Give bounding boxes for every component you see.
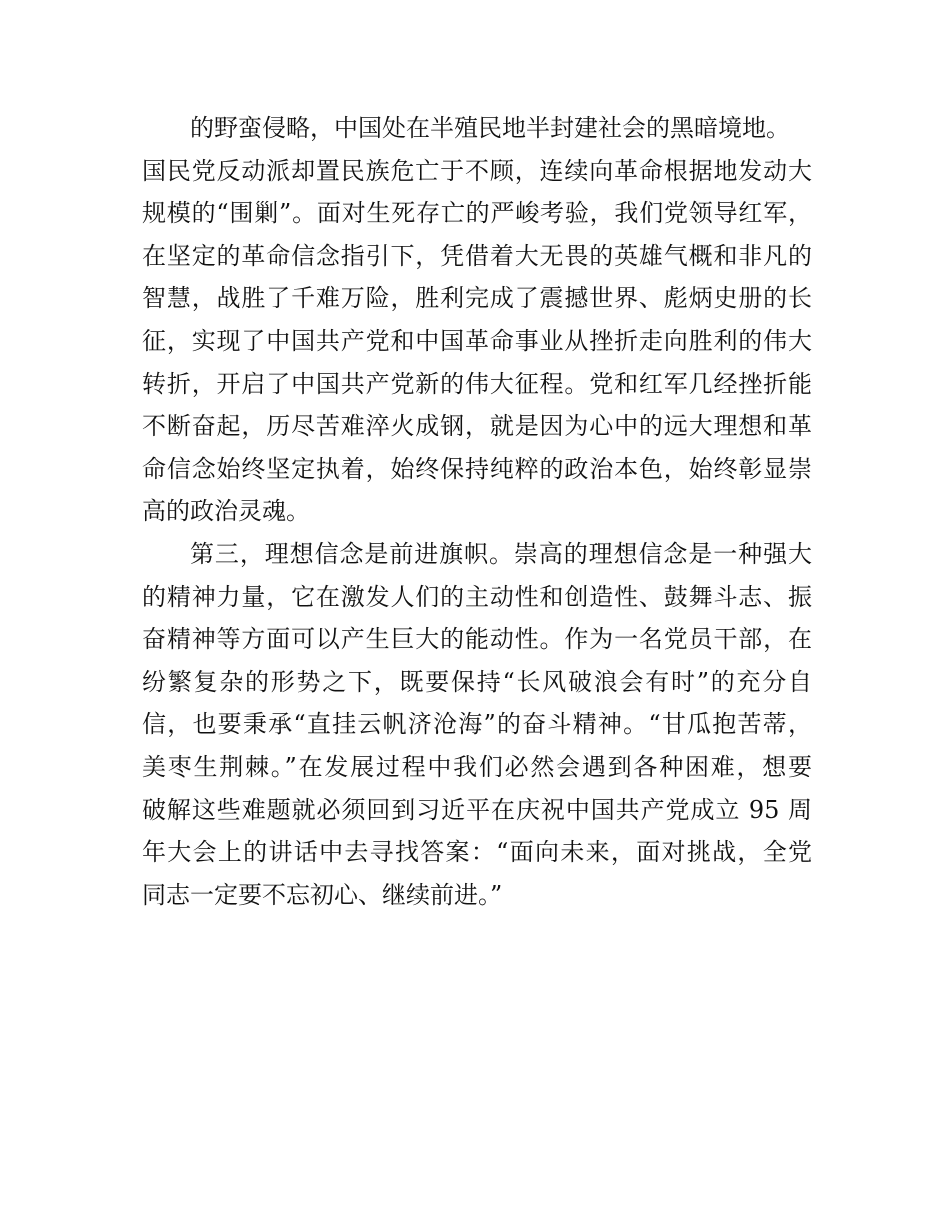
- document-body: [142, 107, 812, 916]
- paragraph-2: [142, 533, 812, 916]
- text-line: 在坚定的革命信念指引下，凭借着大无畏的英雄气概和非凡的: [142, 241, 812, 270]
- text-line: 纷繁复杂的形势之下，既要保持“长风破浪会有时”的充分自: [142, 667, 812, 696]
- text-line: 美枣生荆棘。”在发展过程中我们必然会遇到各种困难，想要: [142, 752, 812, 781]
- text-line: 规模的“围剿”。面对生死存亡的严峻考验，我们党领导红军，: [142, 199, 812, 228]
- text-line: 智慧，战胜了千难万险，胜利完成了震撼世界、彪炳史册的长: [142, 284, 812, 313]
- text-line: 国民党反动派却置民族危亡于不顾，连续向革命根据地发动大: [142, 156, 812, 185]
- text-line: 年大会上的讲话中去寻找答案：“面向未来，面对挑战，全党: [142, 838, 812, 867]
- text-line: 命信念始终坚定执着，始终保持纯粹的政治本色，始终彰显崇: [142, 454, 812, 483]
- text-line: 信，也要秉承“直挂云帆济沧海”的奋斗精神。“甘瓜抱苦蒂，: [142, 710, 812, 739]
- text-line: 的野蛮侵略，中国处在半殖民地半封建社会的黑暗境地。: [190, 114, 790, 142]
- text-line: 不断奋起，历尽苦难淬火成钢，就是因为心中的远大理想和革: [142, 412, 812, 441]
- text-line: 征，实现了中国共产党和中国革命事业从挫折走向胜利的伟大: [142, 326, 812, 355]
- text-line: 第三，理想信念是前进旗帜。崇高的理想信念是一种强大: [190, 539, 812, 568]
- paragraph-1: [142, 107, 812, 533]
- text-line: 奋精神等方面可以产生巨大的能动性。作为一名党员干部，在: [142, 625, 812, 654]
- text-line: 转折，开启了中国共产党新的伟大征程。党和红军几经挫折能: [142, 369, 812, 398]
- text-line: 的精神力量，它在激发人们的主动性和创造性、鼓舞斗志、振: [142, 582, 812, 611]
- text-line: 破解这些难题就必须回到习近平在庆祝中国共产党成立 95 周: [142, 795, 812, 824]
- text-line: 同志一定要不忘初心、继续前进。”: [142, 880, 503, 909]
- text-line: 高的政治灵魂。: [142, 497, 310, 526]
